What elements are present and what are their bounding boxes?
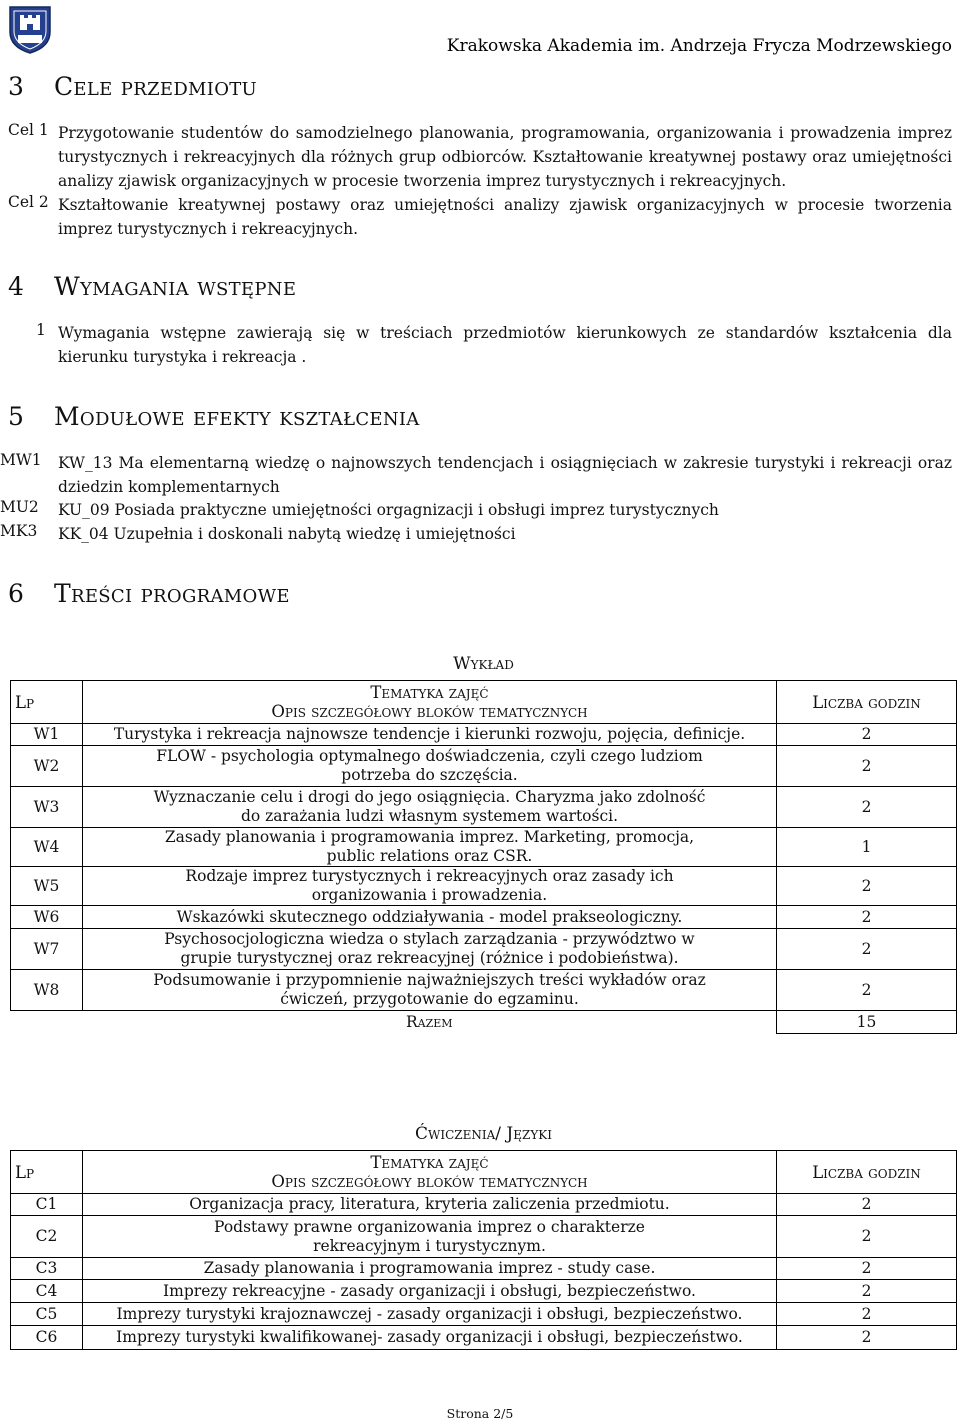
row-hours: 2 — [777, 746, 957, 787]
section-number: 5 — [8, 402, 25, 431]
table-row — [11, 787, 957, 828]
outcome-label: MW1 — [0, 451, 42, 469]
table-header-row — [11, 681, 957, 724]
row-lp: C3 — [11, 1258, 83, 1280]
table-row — [11, 1280, 957, 1303]
row-lp: C5 — [11, 1303, 83, 1326]
row-lp: W6 — [11, 906, 83, 929]
row-hours: 2 — [777, 906, 957, 929]
col-header-hours: Liczba godzin — [777, 1151, 957, 1194]
row-topic: Podstawy prawne organizowania imprez o charakterze rekreacyjnym i turystycznym. — [83, 1216, 777, 1258]
outcome-text: KW_13 Ma elementarną wiedzę o najnowszych tendencjach i osiągnięciach w zakresie turystyki i rekreacji oraz dziedzin komplementarnych — [58, 454, 952, 496]
row-hours: 2 — [777, 1216, 957, 1258]
requirement-text: Wymagania wstępne zawierają się w treściach przedmiotów kierunkowych ze standardów kształcenia dla kierunku turystyka i rekreacja . — [58, 324, 952, 366]
section-number: 6 — [8, 579, 25, 608]
row-topic: Zasady planowania i programowania imprez - study case. — [83, 1258, 777, 1280]
row-topic: FLOW - psychologia optymalnego doświadczenia, czyli czego ludziom potrzeba do szczęścia. — [83, 746, 777, 787]
row-hours: 2 — [777, 1303, 957, 1326]
outcome-label: MU2 — [0, 498, 39, 516]
row-topic: Wyznaczanie celu i drogi do jego osiągnięcia. Charyzma jako zdolność do zarażania ludzi własnym systemem wartości. — [83, 787, 777, 828]
col-header-topic-title: Tematyka zajęć — [370, 1153, 489, 1172]
section-heading-content — [8, 579, 290, 608]
col-header-topic — [83, 681, 777, 724]
table-row — [11, 1303, 957, 1326]
row-hours: 2 — [777, 1194, 957, 1216]
exercises-table-caption: Ćwiczenia/ Języki — [415, 1124, 552, 1144]
goal-text: Przygotowanie studentów do samodzielnego planowania, programowania, organizowania i prowadzenia imprez turystycznych i rekreacyjnych dla różnych grup odbiorców. Kształtowanie kreatywnej postawy oraz umiejętności analizy zjawisk organizacyjnych w procesie tworzenia imprez turystycznych i rekreacyjnych. — [58, 124, 952, 190]
section-title: Modułowe efekty kształcenia — [54, 402, 420, 431]
requirement-label: 1 — [36, 321, 46, 339]
row-lp: C4 — [11, 1280, 83, 1303]
row-hours: 1 — [777, 828, 957, 867]
col-header-lp: Lp — [11, 681, 83, 724]
row-topic: Organizacja pracy, literatura, kryteria zaliczenia przedmiotu. — [83, 1194, 777, 1216]
row-hours: 2 — [777, 787, 957, 828]
section-heading-outcomes — [8, 402, 420, 431]
section-title: Cele przedmiotu — [54, 72, 258, 101]
section-heading-goals — [8, 72, 257, 101]
table-row — [11, 1326, 957, 1350]
row-lp: W2 — [11, 746, 83, 787]
col-header-topic-title: Tematyka zajęć — [370, 683, 489, 702]
row-lp: W5 — [11, 867, 83, 906]
row-topic: Turystyka i rekreacja najnowsze tendencje i kierunki rozwoju, pojęcia, definicje. — [83, 724, 777, 746]
col-header-lp: Lp — [11, 1151, 83, 1194]
row-hours: 2 — [777, 970, 957, 1011]
total-label: Razem — [83, 1011, 777, 1034]
table-row — [11, 1258, 957, 1280]
row-lp: W8 — [11, 970, 83, 1011]
row-hours: 2 — [777, 929, 957, 970]
lecture-table — [10, 680, 957, 1034]
row-topic: Psychosocjologiczna wiedza o stylach zarządzania - przywództwo w grupie turystycznej oraz rekreacyjnej (różnice i podobieństwa). — [83, 929, 777, 970]
section-heading-requirements — [8, 272, 296, 301]
university-name: Krakowska Akademia im. Andrzeja Frycza Modrzewskiego — [446, 36, 952, 56]
total-hours: 15 — [777, 1011, 957, 1034]
row-hours: 2 — [777, 724, 957, 746]
section-number: 4 — [8, 272, 25, 301]
table-row — [11, 828, 957, 867]
row-topic: Podsumowanie i przypomnienie najważniejszych treści wykładów oraz ćwiczeń, przygotowanie do egzaminu. — [83, 970, 777, 1011]
page-number: Strona 2/5 — [446, 1406, 514, 1421]
col-header-topic — [83, 1151, 777, 1194]
row-topic: Rodzaje imprez turystycznych i rekreacyjnych oraz zasady ich organizowania i prowadzenia. — [83, 867, 777, 906]
row-lp: W1 — [11, 724, 83, 746]
row-topic: Imprezy rekreacyjne - zasady organizacji i obsługi, bezpieczeństwo. — [83, 1280, 777, 1303]
row-topic: Imprezy turystyki kwalifikowanej- zasady organizacji i obsługi, bezpieczeństwo. — [83, 1326, 777, 1350]
section-number: 3 — [8, 72, 25, 101]
col-header-hours: Liczba godzin — [777, 681, 957, 724]
table-total-row — [11, 1011, 957, 1034]
section-title: Treści programowe — [54, 579, 290, 608]
table-row — [11, 1194, 957, 1216]
table-row — [11, 746, 957, 787]
row-topic: Imprezy turystyki krajoznawczej - zasady organizacji i obsługi, bezpieczeństwo. — [83, 1303, 777, 1326]
lecture-table-caption: Wykład — [453, 654, 514, 674]
row-lp: C1 — [11, 1194, 83, 1216]
goal-text: Kształtowanie kreatywnej postawy oraz umiejętności analizy zjawisk organizacyjnych w procesie tworzenia imprez turystycznych i rekreacyjnych. — [58, 196, 952, 238]
section-title: Wymagania wstępne — [54, 272, 297, 301]
row-hours: 2 — [777, 867, 957, 906]
row-hours: 2 — [777, 1258, 957, 1280]
col-header-topic-detail: Opis szczegółowy bloków tematycznych — [271, 1172, 588, 1191]
outcome-text: KK_04 Uzupełnia i doskonali nabytą wiedzę i umiejętności — [58, 525, 516, 543]
row-lp: C6 — [11, 1326, 83, 1350]
row-hours: 2 — [777, 1280, 957, 1303]
table-row — [11, 1216, 957, 1258]
university-logo — [6, 4, 54, 54]
table-row — [11, 929, 957, 970]
row-lp: W3 — [11, 787, 83, 828]
row-lp: C2 — [11, 1216, 83, 1258]
table-row — [11, 970, 957, 1011]
table-header-row — [11, 1151, 957, 1194]
table-row — [11, 724, 957, 746]
outcome-text: KU_09 Posiada praktyczne umiejętności orgagnizacji i obsługi imprez turystycznych — [58, 501, 719, 519]
row-lp: W7 — [11, 929, 83, 970]
table-row — [11, 867, 957, 906]
row-topic: Wskazówki skutecznego oddziaływania - model prakseologiczny. — [83, 906, 777, 929]
outcome-label: MK3 — [0, 522, 38, 540]
row-topic: Zasady planowania i programowania imprez. Marketing, promocja, public relations oraz CSR. — [83, 828, 777, 867]
col-header-topic-detail: Opis szczegółowy bloków tematycznych — [271, 702, 588, 721]
goal-label: Cel 2 — [8, 193, 49, 211]
row-lp: W4 — [11, 828, 83, 867]
goal-label: Cel 1 — [8, 121, 49, 139]
row-hours: 2 — [777, 1326, 957, 1350]
exercises-table — [10, 1150, 957, 1350]
table-row — [11, 906, 957, 929]
